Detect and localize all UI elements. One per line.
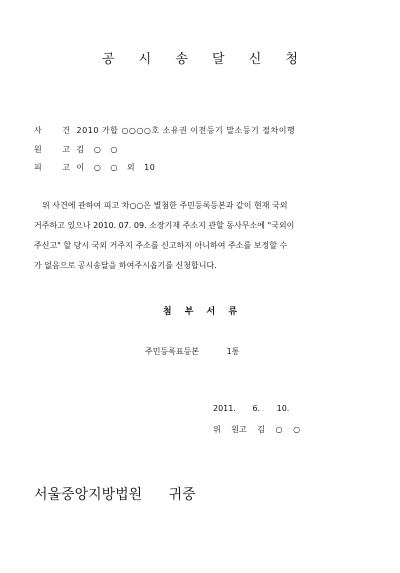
court-suffix: 귀중 <box>168 487 196 503</box>
plaintiff-label: 원 고 <box>34 145 79 154</box>
court-addressee <box>34 484 196 504</box>
applicant-signature: 위 원고 김 ○ ○ <box>213 425 301 434</box>
body-line-4: 가 없음으로 공시송달을 하여주시옵기를 신청합니다. <box>34 261 217 270</box>
request-body <box>34 196 379 276</box>
plaintiff-row <box>34 144 118 155</box>
body-line-3: 주신고" 할 당시 국외 거주지 주소를 신고하지 아니하여 주소를 보정할 수 <box>34 241 288 250</box>
case-value: 2010 가합 ○○○○호 소유권 이전등기 말소등기 절차이행 <box>76 126 296 135</box>
defendant-row <box>34 162 155 173</box>
filing-date: 2011. 6. 10. <box>213 404 290 413</box>
body-line-2: 거주하고 있으나 2010. 07. 09. 소장기재 주소지 관할 동사무소에 "국외이 <box>34 221 295 230</box>
attachment-count: 1통 <box>226 347 240 356</box>
body-line-1: 위 사건에 관하여 피고 차○○은 별첨한 주민등록등본과 같이 현재 국외 <box>42 201 288 210</box>
case-row <box>34 125 295 136</box>
case-label: 사 건 <box>34 126 79 135</box>
attachments-heading: 첨 부 서 류 <box>162 307 243 317</box>
attachment-item <box>145 346 239 357</box>
defendant-value: 이 ○ ○ 외 10 <box>76 163 156 172</box>
attachment-name: 주민등록표등본 <box>145 347 200 356</box>
plaintiff-value: 김 ○ ○ <box>76 145 118 154</box>
document-title: 공 시 송 달 신 청 <box>101 52 308 67</box>
defendant-label: 피 고 <box>34 163 79 172</box>
court-name: 서울중앙지방법원 <box>34 487 143 503</box>
